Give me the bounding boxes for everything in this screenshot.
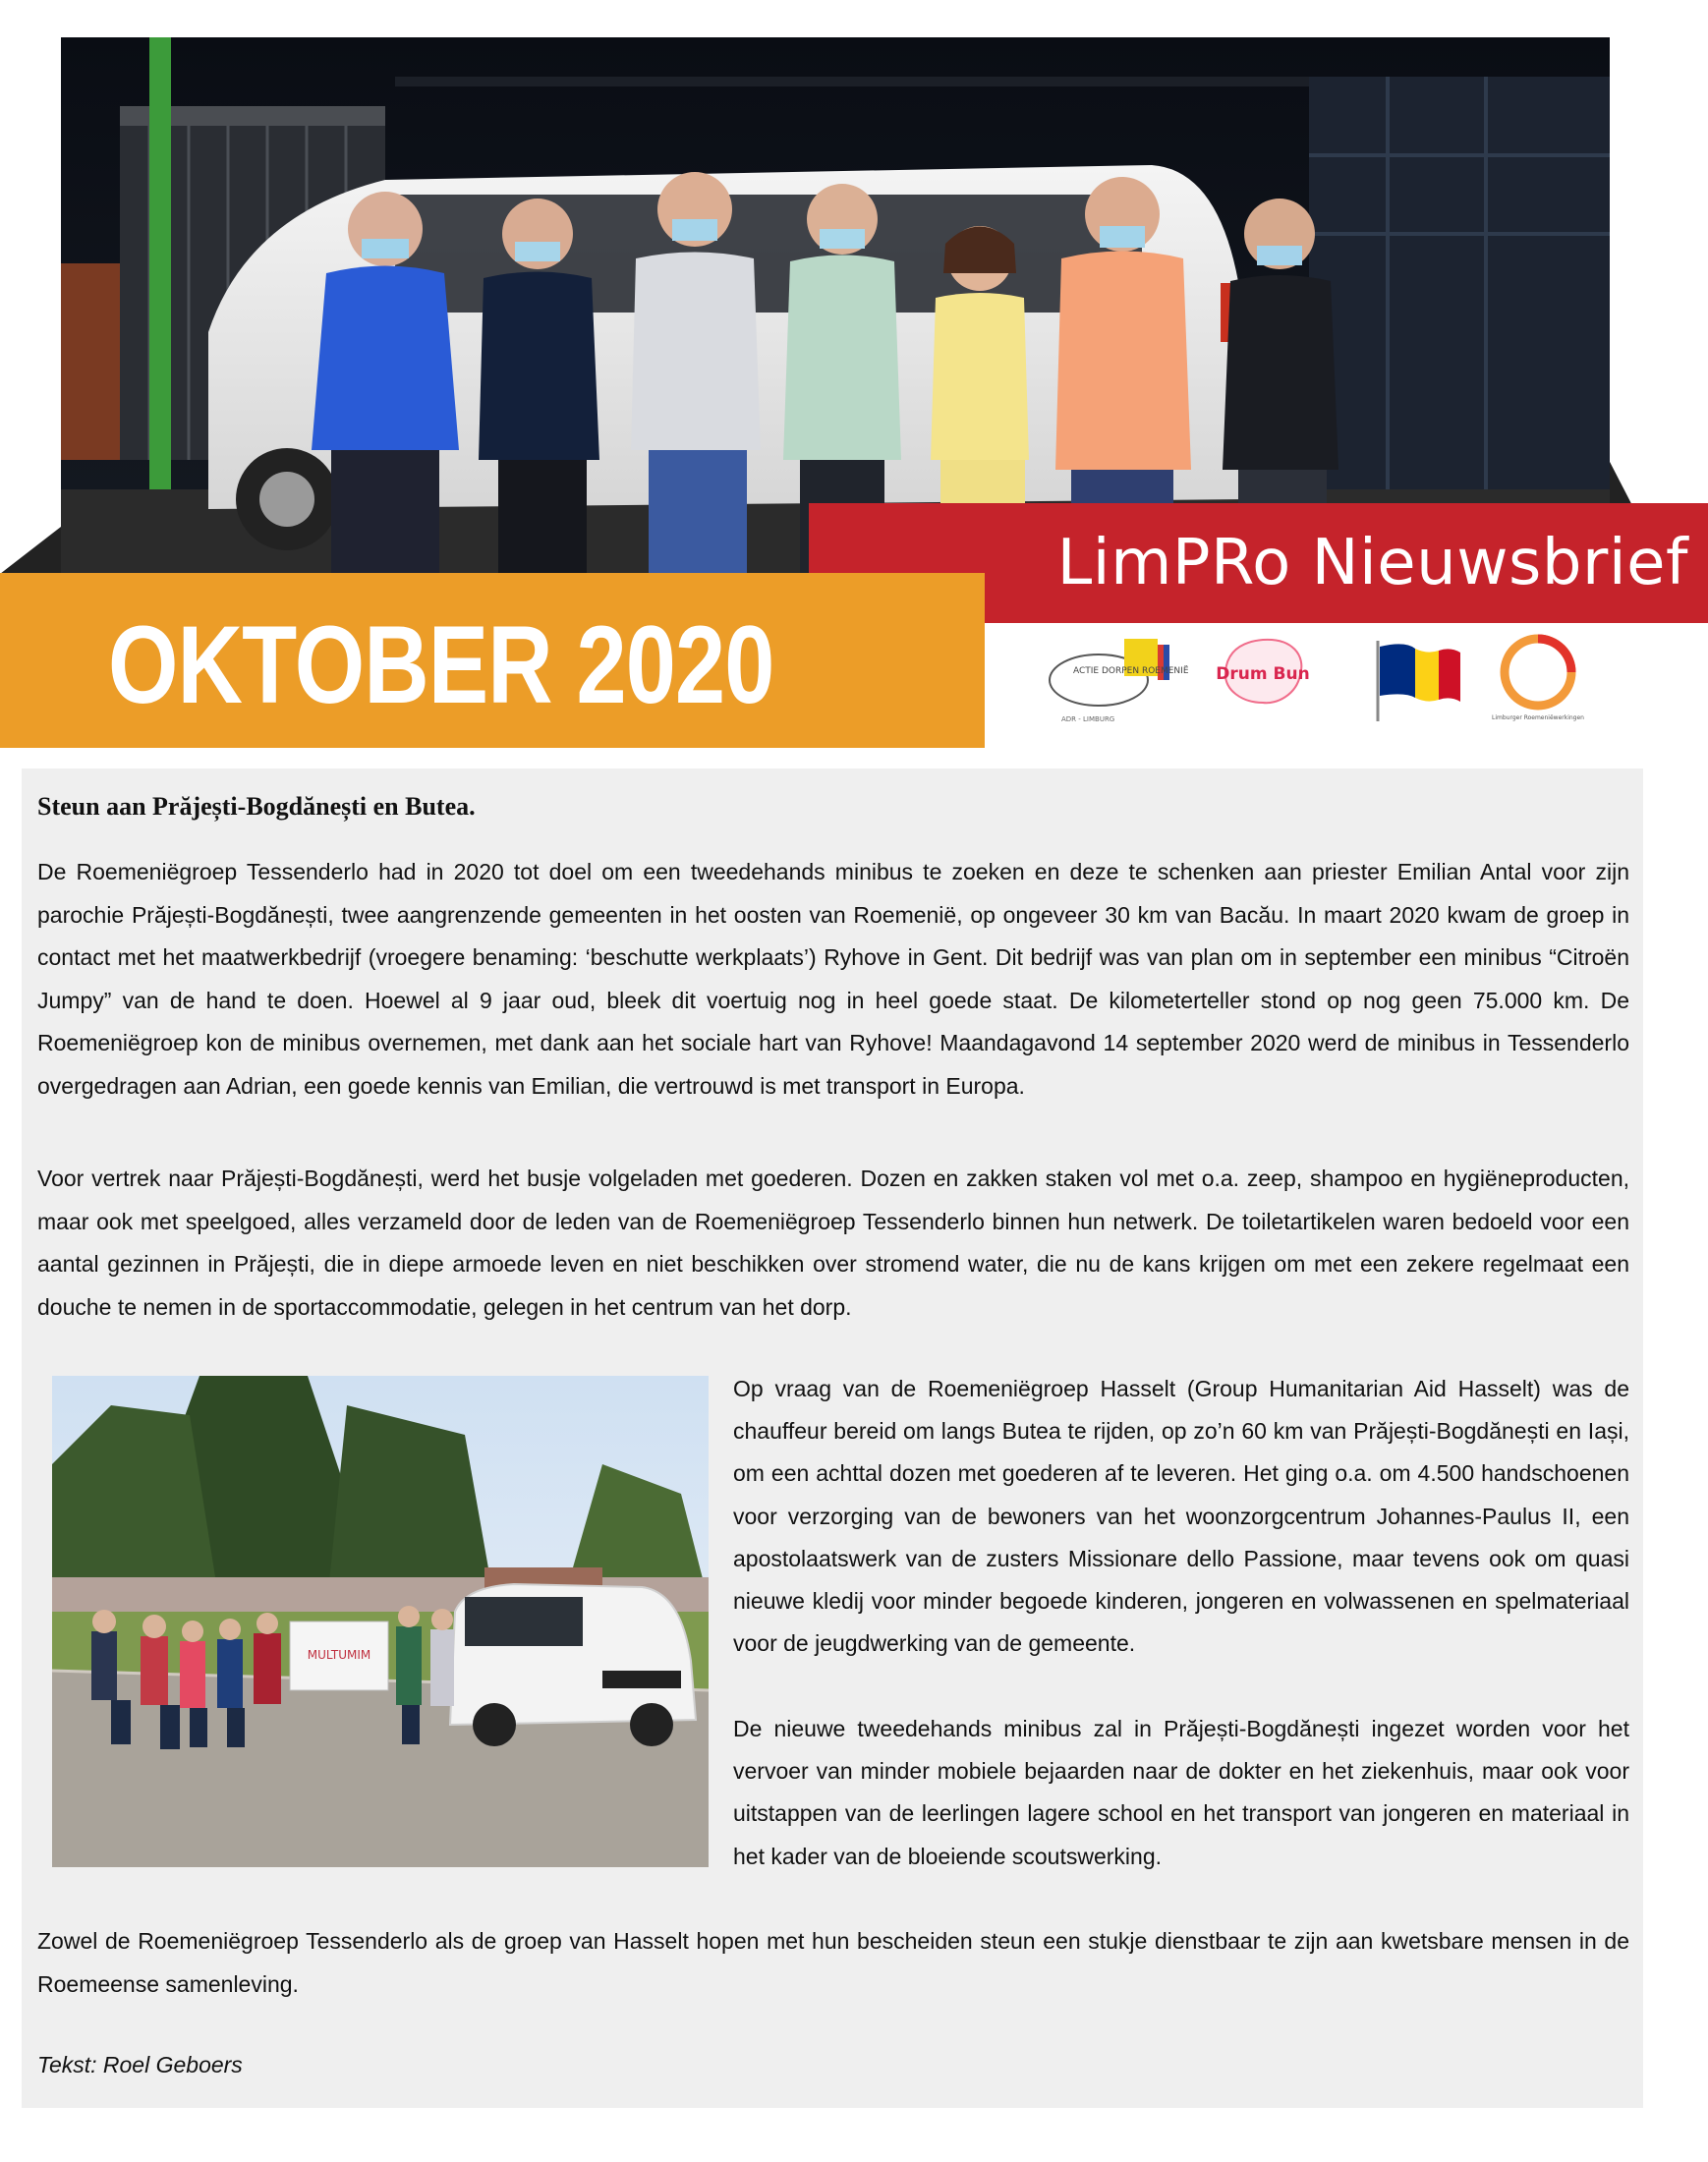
limburgse-roemeniewerkingen-logo	[1489, 629, 1597, 727]
article-credit: Tekst: Roel Geboers	[37, 2052, 243, 2077]
drum-bun-logo	[1214, 634, 1312, 722]
adr-logo-text: ACTIE DORPEN ROEMENIË	[1073, 666, 1189, 676]
edition-date-banner	[0, 573, 985, 748]
photo-children-with-minibus	[52, 1376, 709, 1867]
article-paragraph-3: Op vraag van de Roemeniëgroep Hasselt (Group Humanitarian Aid Hasselt) was de chauffeur bereid om langs Butea te rijden, op zo’n 60 km van Prăjești-Bogdănești en Iași, om een achttal dozen met goederen af te leveren. Het ging o.a. om 4.500 handschoenen voor verzorging van de bewoners van het woonzorgcentrum Johannes-Paulus II, een apostolaatswerk van de zusters Missionare dello Passione, maar tevens ook om quasi nieuwe kledij voor minder begoede kinderen, jongeren en volwassenen en spelmateriaal voor de jeugdwerking van de gemeente.	[733, 1376, 1629, 1657]
photo-sign-text: MULTUMIM	[307, 1648, 371, 1662]
adr-logo-subtext: ADR - LIMBURG	[1061, 715, 1115, 723]
article-paragraph-1: De Roemeniëgroep Tessenderlo had in 2020 tot doel om een tweedehands minibus te zoeken en deze te schenken aan priester Emilian Antal voor zijn parochie Prăjești-Bogdănești, twee aangrenzende gemeenten in het oosten van Roemenië, op ongeveer 30 km van Bacău. In maart 2020 kwam de groep in contact met het maatwerkbedrijf (vroegere benaming: ‘beschutte werkplaats’) Ryhove in Gent. Dit bedrijf was van plan om in september een minibus “Citroën Jumpy” van de hand te doen. Hoewel al 9 jaar oud, bleek dit voertuig nog in heel goede staat. De kilometerteller stond op nog geen 75.000 km. De Roemeniëgroep kon de minibus overnemen, met dank aan het sociale hart van Ryhove! Maandagavond 14 september 2020 werd de minibus in Tessenderlo overgedragen aan Adrian, een goede kennis van Emilian, die vertrouwd is met transport in Europa.	[37, 859, 1629, 1099]
romanian-flag-icon	[1366, 637, 1464, 725]
newsletter-title: LimPRo Nieuwsbrief	[1056, 527, 1688, 599]
article-paragraph-5: Zowel de Roemeniëgroep Tessenderlo als de groep van Hasselt hopen met hun bescheiden steun een stukje dienstbaar te zijn aan kwetsbare mensen in de Roemeense samenleving.	[37, 1928, 1629, 1997]
limburgse-logo-text: Limburger Roemeniëwerkingen	[1492, 714, 1584, 721]
edition-date: OKTOBER 2020	[108, 603, 774, 726]
adr-logo	[1042, 629, 1189, 727]
article-paragraph-4: De nieuwe tweedehands minibus zal in Prăjești-Bogdănești ingezet worden voor het vervoer van minder mobiele bejaarden naar de dokter en het ziekenhuis, maar ook voor uitstappen van de leerlingen lagere school en het transport van jongeren en materiaal in het kader van de bloeiende scoutswerking.	[733, 1716, 1629, 1869]
article-heading: Steun aan Prăjești-Bogdănești en Butea.	[37, 792, 476, 821]
article-paragraph-2: Voor vertrek naar Prăjești-Bogdănești, werd het busje volgeladen met goederen. Dozen en zakken staken vol met o.a. zeep, shampoo en hygiëneproducten, maar ook met speelgoed, alles verzameld door de leden van de Roemeniëgroep Tessenderlo binnen hun netwerk. De toiletartikelen waren bedoeld voor een aantal gezinnen in Prăjești, die in diepe armoede leven en niet beschikken over stromend water, die nu de kans krijgen om met een zekere regelmaat een douche te nemen in de sportaccommodatie, gelegen in het centrum van het dorp.	[37, 1166, 1629, 1320]
header-photo-group-with-minibus	[61, 37, 1610, 576]
partner-logos	[1042, 629, 1631, 727]
drum-bun-logo-text: Drum Bun	[1216, 664, 1310, 684]
header-corner-left	[0, 527, 61, 574]
